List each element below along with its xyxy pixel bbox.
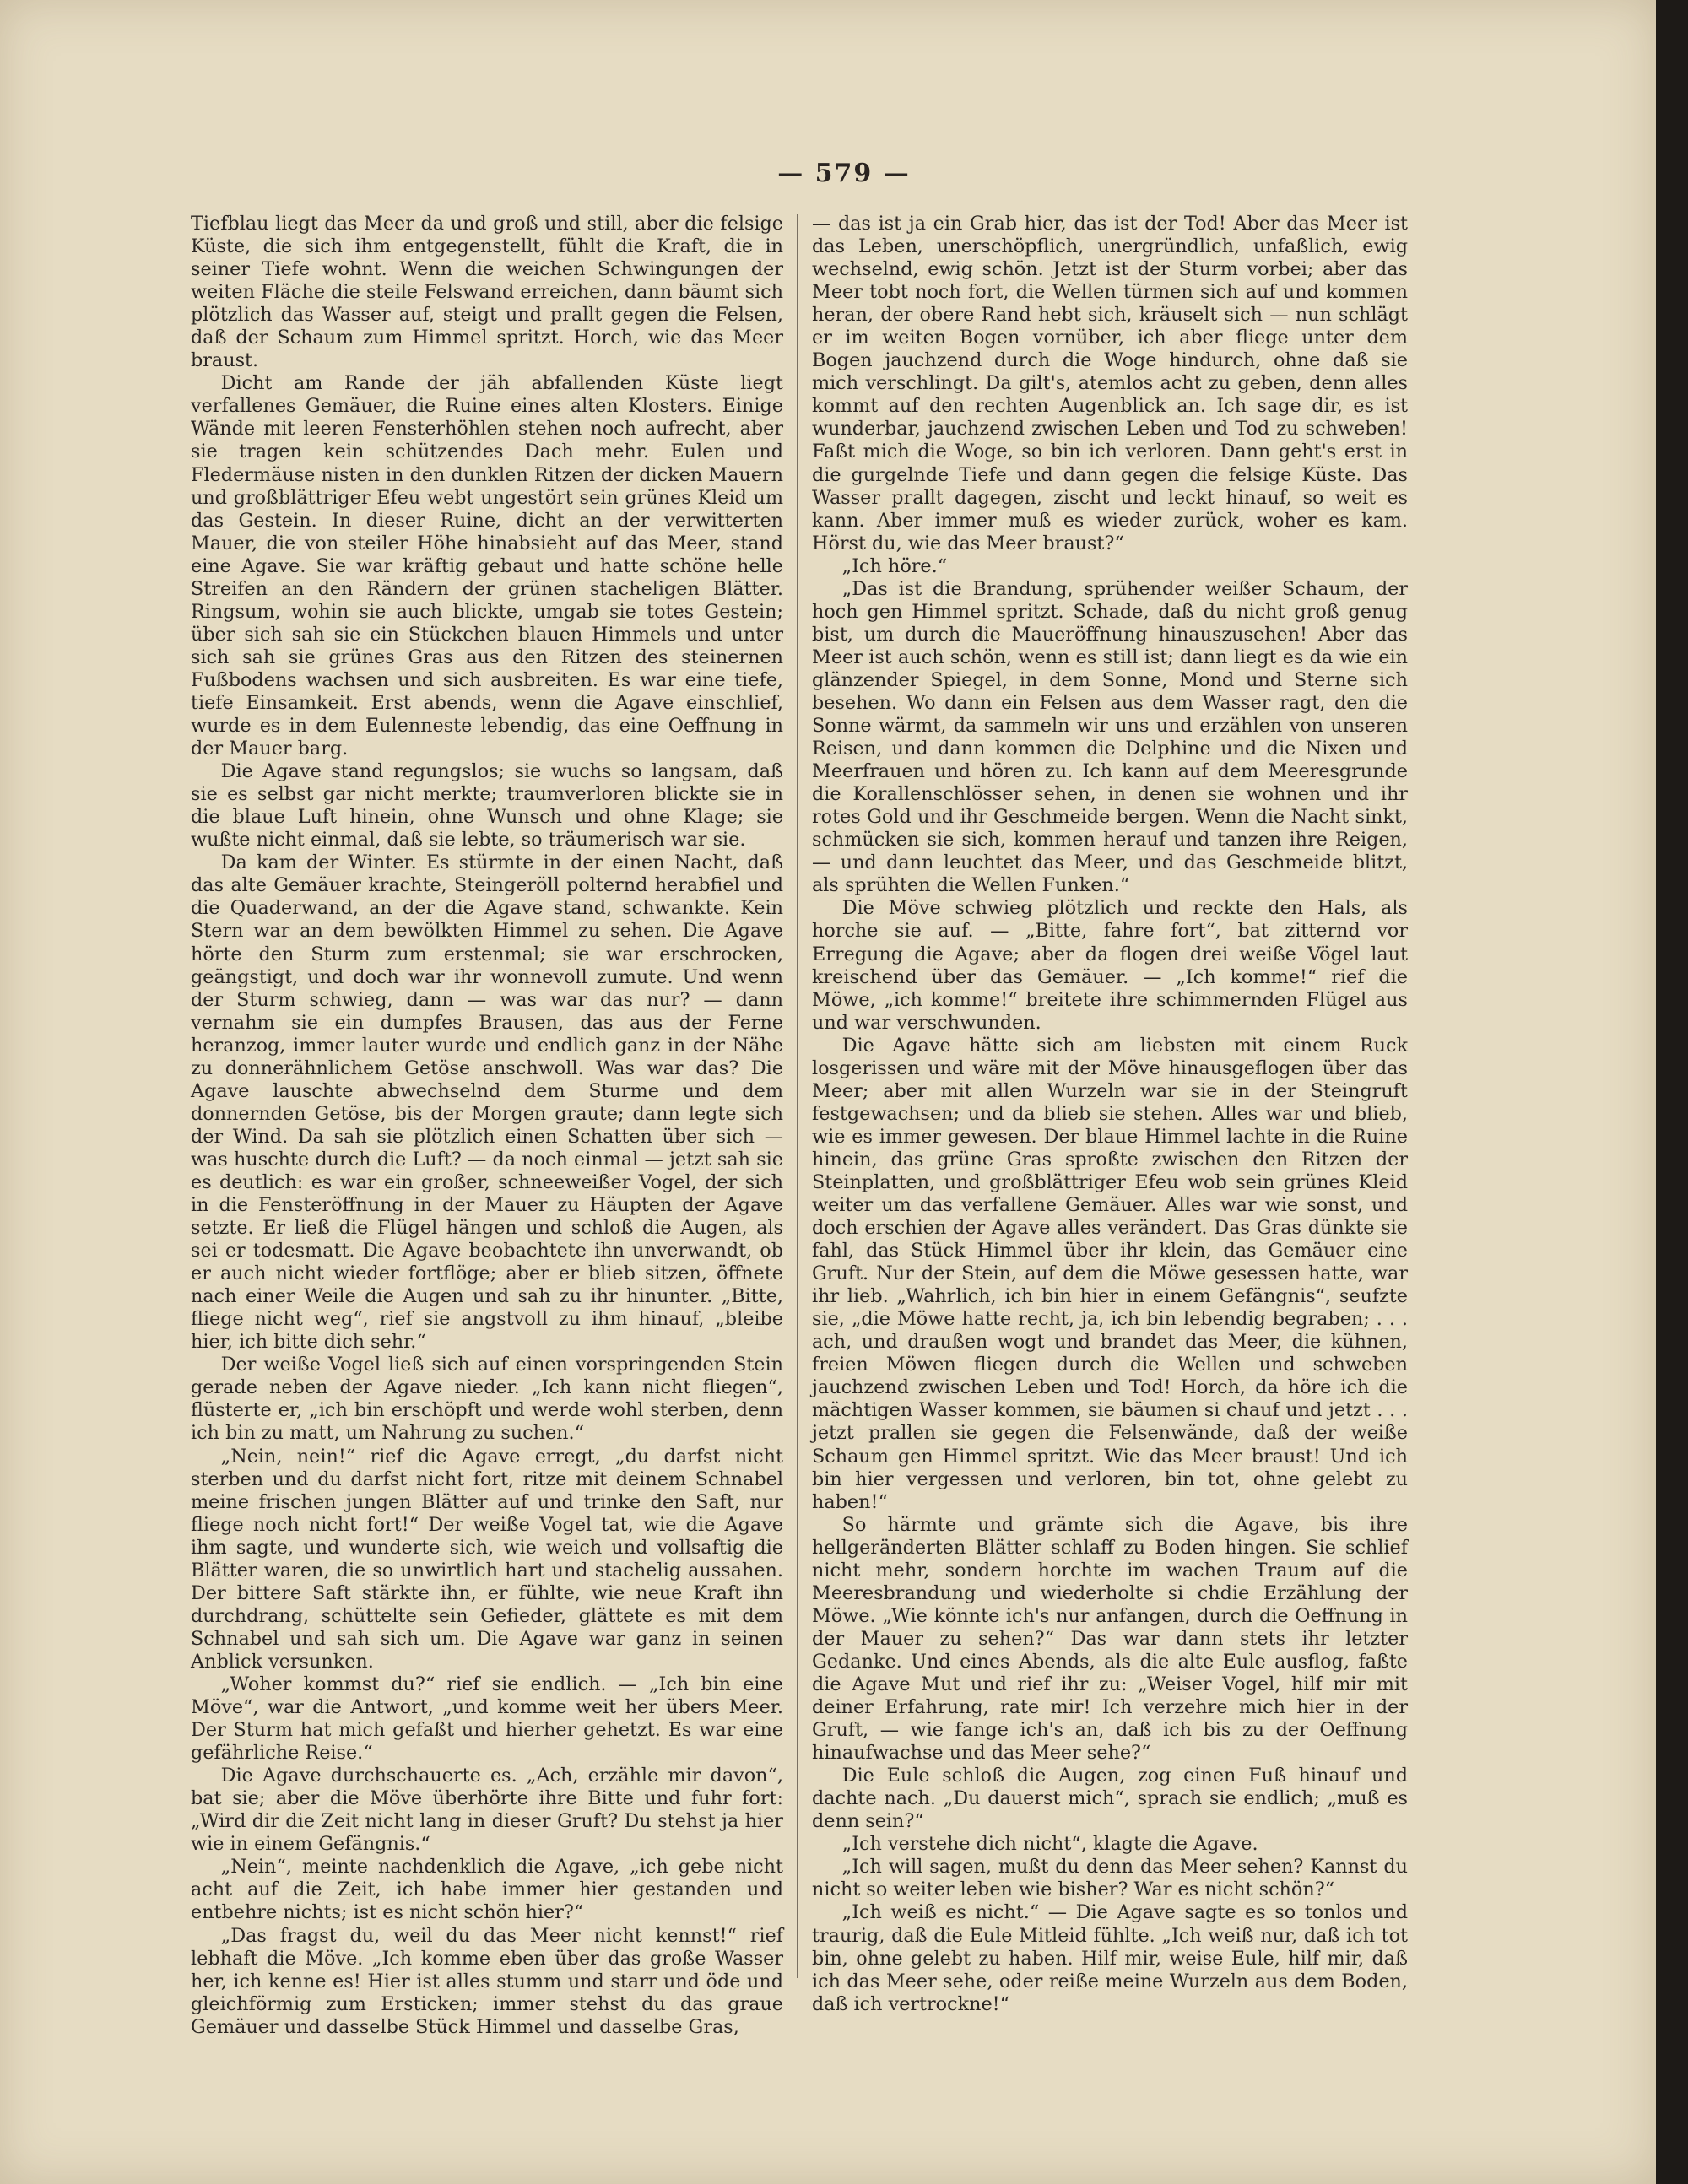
paragraph: „Ich höre.“ [841,554,948,577]
paragraph: „Woher kommst du?“ rief sie endlich. — „Ich bin eine Möve“, war die Antwort, „und komme weit her übers Meer. Der Sturm hat mich gefaßt und hierher gehetzt. Es war eine gefährliche Reise.“ [191,1673,783,1765]
paragraph: Da kam der Winter. Es stürmte in der einen Nacht, daß das alte Gemäuer krachte, Steingeröll polternd herabfiel und die Quaderwand, an der die Agave stand, schwankte. Kein Stern war an dem bewölkten Himmel zu sehen. Die Agave hörte den Sturm zum erstenmal; sie war erschrocken, geängstigt, und doch war ihr wonnevoll zumute. Und wenn der Sturm schwieg, dann — was war das nur? — dann vernahm sie ein dumpfes Brausen, das aus der Ferne heranzog, immer lauter wurde und endlich ganz in der Nähe zu donnerähnlichem Getöse anschwoll. Was war das? Die Agave lauschte abwechselnd dem Sturme und dem donnernden Getöse, bis der Morgen graute; dann legte sich der Wind. Da sah sie plötzlich einen Schatten über sich — was huschte durch die Luft? — da noch einmal — jetzt sah sie es deutlich: es war ein großer, schneeweißer Vogel, der sich in die Fensteröffnung in der Mauer zu Häupten der Agave setzte. Er ließ die Flügel hängen und schloß die Augen, als sei er todesmatt. Die Agave beobachtete ihn unverwandt, ob er auch nicht wieder fortflöge; aber er blieb sitzen, öffnete nach einer Weile die Augen und sah zu ihr hinunter. „Bitte, fliege nicht weg“, rief sie angstvoll zu ihm hinauf, „bleibe hier, ich bitte dich sehr.“ [191,851,783,1354]
paragraph: „Ich verstehe dich nicht“, klagte die Agave. [841,1833,1258,1856]
paragraph: Die Möve schwieg plötzlich und reckte den Hals, als horche sie auf. — „Bitte, fahre fort“, bat zitternd vor Erregung die Agave; aber da flogen drei weiße Vögel laut kreischend über das Gemäuer. — „Ich komme!“ rief die Möwe, „ich komme!“ breitete ihre schimmernden Flügel aus und war verschwunden. [812,897,1408,1034]
right-column [812,213,1408,2016]
paragraph: Der weiße Vogel ließ sich auf einen vorspringenden Stein gerade neben der Agave nieder. „Ich kann nicht fliegen“, flüsterte er, „ich bin erschöpft und werde wohl sterben, denn ich bin zu matt, um Nahrung zu suchen.“ [191,1354,783,1445]
scan-background-edge [1656,0,1688,2184]
paragraph: So härmte und grämte sich die Agave, bis ihre hellgeränderten Blätter schlaff zu Boden hingen. Sie schlief nicht mehr, sondern horchte im wachen Traum auf die Meeresbrandung und wiederholte si chdie Erzählung der Möwe. „Wie könnte ich's nur anfangen, durch die Oeffnung in der Mauer zu sehen?“ Das war dann stets ihr letzter Gedanke. Und eines Abends, als die alte Eule ausflog, faßte die Agave Mut und rief ihr zu: „Weiser Vogel, hilf mir mit deiner Erfahrung, rate mir! Ich verzehre mich hier in der Gruft, — wie fange ich's an, daß ich bis zu der Oeffnung hinaufwachse und das Meer sehe?“ [812,1513,1408,1765]
paragraph: Die Eule schloß die Augen, zog einen Fuß hinauf und dachte nach. „Du dauerst mich“, sprach sie endlich; „muß es denn sein?“ [812,1765,1408,1833]
paragraph: „Das fragst du, weil du das Meer nicht kennst!“ rief lebhaft die Möve. „Ich komme eben über das große Wasser her, ich kenne es! Hier ist alles stumm und starr und öde und gleichförmig zum Ersticken; immer stehst du das graue Gemäuer und dasselbe Stück Himmel und dasselbe Gras, [191,1924,783,2038]
paragraph: Die Agave hätte sich am liebsten mit einem Ruck losgerissen und wäre mit der Möve hinausgeflogen über das Meer; aber mit allen Wurzeln war sie in der Steingruft festgewachsen; und da blieb sie stehen. Alles war und blieb, wie es immer gewesen. Der blaue Himmel lachte in die Ruine hinein, das grüne Gras sproßte zwischen den Ritzen der Steinplatten, und großblättriger Efeu wob sein grünes Kleid weiter um das verfallene Gemäuer. Alles war wie sonst, und doch erschien der Agave alles verändert. Das Gras dünkte sie fahl, das Stück Himmel über ihr klein, das Gemäuer eine Gruft. Nur der Stein, auf dem die Möwe gesessen hatte, war ihr lieb. „Wahrlich, ich bin hier in einem Gefängnis“, seufzte sie, „die Möwe hatte recht, ja, ich bin lebendig begraben; . . . ach, und draußen wogt und brandet das Meer, die kühnen, freien Möwen fliegen durch die Wellen und schweben jauchzend zwischen Leben und Tod! Horch, da höre ich die mächtigen Wasser kommen, sie bäumen si chauf und jetzt . . . jetzt prallen sie gegen die Felsenwände, daß der weiße Schaum gen Himmel spritzt. Wie das Meer braust! Und ich bin hier vergessen und verloren, bin tot, ohne gelebt zu haben!“ [812,1034,1408,1513]
paragraph: Tiefblau liegt das Meer da und groß und still, aber die felsige Küste, die sich ihm entgegenstellt, fühlt die Kraft, die in seiner Tiefe wohnt. Wenn die weichen Schwingungen der weiten Fläche die steile Felswand erreichen, dann bäumt sich plötzlich das Wasser auf, steigt und prallt gegen die Felsen, daß der Schaum zum Himmel spritzt. Horch, wie das Meer braust. [191,213,783,372]
paragraph: — das ist ja ein Grab hier, das ist der Tod! Aber das Meer ist das Leben, unerschöpflich, unergründlich, unfaßlich, ewig wechselnd, ewig schön. Jetzt ist der Sturm vorbei; aber das Meer tobt noch fort, die Wellen türmen sich auf und kommen heran, der obere Rand hebt sich, kräuselt sich — nun schlägt er im weiten Bogen vornüber, ich aber fliege unter dem Bogen jauchzend durch die Woge hindurch, ohne daß sie mich verschlingt. Da gilt's, atemlos acht zu geben, denn alles kommt auf den rechten Augenblick an. Ich sage dir, es ist wunderbar, jauchzend zwischen Leben und Tod zu schweben! Faßt mich die Woge, so bin ich verloren. Dann geht's erst in die gurgelnde Tiefe und dann gegen die felsige Küste. Das Wasser prallt dagegen, zischt und leckt hinauf, so weit es kann. Aber immer muß es wieder zurück, woher es kam. Hörst du, wie das Meer braust?“ [812,213,1408,554]
paragraph: Dicht am Rande der jäh abfallenden Küste liegt verfallenes Gemäuer, die Ruine eines alten Klosters. Einige Wände mit leeren Fensterhöhlen stehen noch aufrecht, aber sie tragen kein schützendes Dach mehr. Eulen und Fledermäuse nisten in den dunklen Ritzen der dicken Mauern und großblättriger Efeu webt ungestört sein grünes Kleid um das Gestein. In dieser Ruine, dicht an der verwitterten Mauer, die von steiler Höhe hinabsieht auf das Meer, stand eine Agave. Sie war kräftig gebaut und hatte schöne helle Streifen an den Rändern der grünen stacheligen Blätter. Ringsum, wohin sie auch blickte, umgab sie totes Gestein; über sich sah sie ein Stückchen blauen Himmels und unter sich sah sie grünes Gras aus den Ritzen des steinernen Fußbodens wachsen und sich ausbreiten. Es war eine tiefe, tiefe Einsamkeit. Erst abends, wenn die Agave einschlief, wurde es in dem Eulenneste lebendig, das eine Oeffnung in der Mauer barg. [191,372,783,760]
paragraph: „Nein“, meinte nachdenklich die Agave, „ich gebe nicht acht auf die Zeit, ich habe immer hier gestanden und entbehre nichts; ist es nicht schön hier?“ [191,1856,783,1924]
paragraph: Die Agave durchschauerte es. „Ach, erzähle mir davon“, bat sie; aber die Möve überhörte ihre Bitte und fuhr fort: „Wird dir die Zeit nicht lang in dieser Gruft? Du stehst ja hier wie in einem Gefängnis.“ [191,1765,783,1856]
page-number: — 579 — [777,159,911,188]
left-column [191,213,783,2039]
paragraph: „Ich weiß es nicht.“ — Die Agave sagte es so tonlos und traurig, daß die Eule Mitleid fühlte. „Ich weiß nur, daß ich tot bin, ohne gelebt zu haben. Hilf mir, weise Eule, hilf mir, daß ich das Meer sehe, oder reiße meine Wurzeln aus dem Boden, daß ich vertrockne!“ [812,1901,1408,2015]
paragraph: „Ich will sagen, mußt du denn das Meer sehen? Kannst du nicht so weiter leben wie bisher? War es nicht schön?“ [812,1856,1408,1901]
paragraph: Die Agave stand regungslos; sie wuchs so langsam, daß sie es selbst gar nicht merkte; traumverloren blickte sie in die blaue Luft hinein, ohne Wunsch und ohne Klage; sie wußte nicht einmal, daß sie lebte, so träumerisch war sie. [191,760,783,851]
paragraph: „Nein, nein!“ rief die Agave erregt, „du darfst nicht sterben und du darfst nicht fort, ritze mit deinem Schnabel meine frischen jungen Blätter auf und trinke den Saft, nur fliege noch nicht fort!“ Der weiße Vogel tat, wie die Agave ihm sagte, und wunderte sich, wie weich und vollsaftig die Blätter waren, die so unwirtlich hart und stachelig aussahen. Der bittere Saft stärkte ihn, er fühlte, wie neue Kraft ihn durchdrang, schüttelte sein Gefieder, glättete es mit dem Schnabel und sah sich um. Die Agave war ganz in seinen Anblick versunken. [191,1445,783,1673]
column-rule [797,214,798,1978]
paragraph: „Das ist die Brandung, sprühender weißer Schaum, der hoch gen Himmel spritzt. Schade, daß du nicht groß genug bist, um durch die Maueröffnung hinauszusehen! Aber das Meer ist auch schön, wenn es still ist; dann liegt es da wie ein glänzender Spiegel, in dem Sonne, Mond und Sterne sich besehen. Wo dann ein Felsen aus dem Wasser ragt, den die Sonne wärmt, da sammeln wir uns und erzählen von unseren Reisen, und dann kommen die Delphine und die Nixen und Meerfrauen und hören zu. Ich kann auf dem Meeresgrunde die Korallenschlösser sehen, in denen sie wohnen und ihr rotes Gold und ihr Geschmeide bergen. Wenn die Nacht sinkt, schmücken sie sich, kommen herauf und tanzen ihre Reigen, — und dann leuchtet das Meer, und das Geschmeide blitzt, als sprühten die Wellen Funken.“ [812,577,1408,897]
